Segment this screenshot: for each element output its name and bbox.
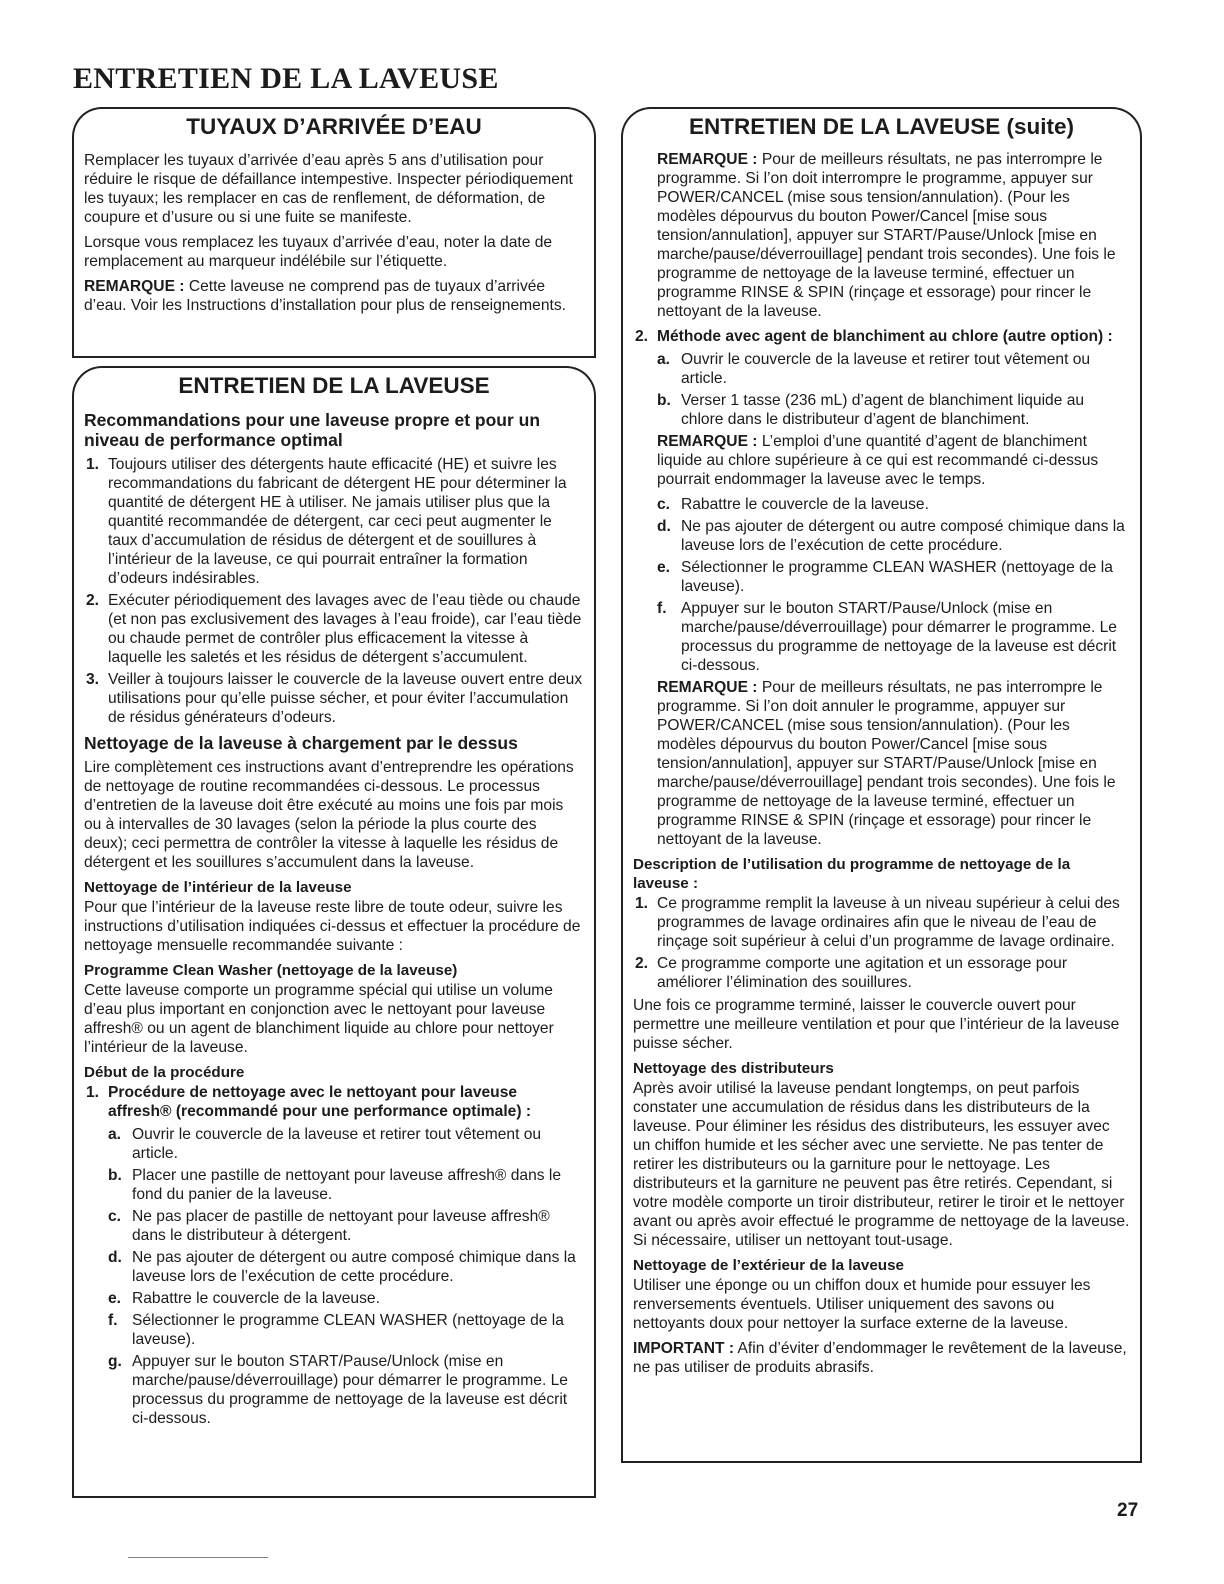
list-item: 2. Exécuter périodiquement des lavages avec de l’eau tiède ou chaude (et non pas exclusivement des lavages à l’eau froide), car l’eau tiède ou chaude permet de contrôler plus efficacement la vitesse à laquelle les saletés et les résidus de détergent s’accumulent. bbox=[86, 592, 582, 666]
list-item: e. Rabattre le couvercle de la laveuse. bbox=[108, 1290, 380, 1307]
note-label: REMARQUE : bbox=[657, 433, 758, 450]
list-item: g. Appuyer sur le bouton START/Pause/Unlock (mise en marche/pause/déverrouillage) pour démarrer le programme. Le processus du programme de nettoyage de la laveuse est décrit ci-dessous. bbox=[108, 1353, 568, 1427]
page-number: 27 bbox=[1117, 1500, 1139, 1521]
note bbox=[633, 432, 1130, 489]
paragraph: Après avoir utilisé la laveuse pendant longtemps, on peut parfois constater une accumulation de résidus dans les distributeurs de la laveuse. Pour éliminer les résidus des distributeurs, les essuyer avec un chiffon humide et les sécher avec une serviette. Ne pas tenter de retirer les distributeurs ou la garniture pour le nettoyage. Les distributeurs et la garniture ne peuvent pas être retirés. Cependant, si votre modèle comporte un tiroir distributeur, retirer le tiroir et le nettoyer avant ou après avoir effectué le programme de nettoyage de la laveuse. Si nécessaire, utiliser un nettoyant tout-usage. bbox=[633, 1080, 1130, 1249]
note-text: Cette laveuse ne comprend pas de tuyaux d’arrivée d’eau. Voir les Instructions d’installation pour plus de renseignements. bbox=[84, 278, 566, 314]
list-item: 2. Méthode avec agent de blanchiment au chlore (autre option) : bbox=[635, 328, 1113, 345]
procedure-substeps bbox=[633, 350, 1130, 429]
note-text: L’emploi d’une quantité d’agent de blanchiment liquide au chlore supérieure à ce qui est recommandé ci-dessus pourrait endommager la laveuse avec le temps. bbox=[657, 433, 1099, 488]
procedure-list bbox=[633, 327, 1130, 346]
section-heading: Recommandations pour une laveuse propre et pour un niveau de performance optimal bbox=[84, 410, 541, 450]
note-text: Pour de meilleurs résultats, ne pas interrompre le programme. Si l’on doit interrompre le programme, appuyer sur POWER/CANCEL (mise sous tension/annulation). (Pour les modèles dépourvus du bouton Power/Cancel [mise sous tension/annulation], appuyer sur START/Pause/Unlock [mise en marche/pause/déverrouillage] pendant trois secondes). Une fois le programme de nettoyage de la laveuse terminé, effectuer un programme RINSE & SPIN (rinçage et essorage) pour rincer le nettoyant de la laveuse. bbox=[657, 151, 1116, 320]
important-note bbox=[633, 1339, 1130, 1377]
list-item: 2. Ce programme comporte une agitation et un essorage pour améliorer l’élimination des souillures. bbox=[635, 955, 1068, 991]
panel-heading: TUYAUX D’ARRIVÉE D’EAU bbox=[72, 107, 596, 145]
important-text: Afin d’éviter d’endommager le revêtement de la laveuse, ne pas utiliser de produits abrasifs. bbox=[633, 1340, 1127, 1376]
paragraph: Lorsque vous remplacez les tuyaux d’arrivée d’eau, noter la date de remplacement au marqueur indélébile sur l’étiquette. bbox=[84, 234, 553, 270]
important-label: IMPORTANT : bbox=[633, 1340, 735, 1357]
panel-heading: ENTRETIEN DE LA LAVEUSE bbox=[72, 366, 596, 404]
note-label: REMARQUE : bbox=[657, 679, 758, 696]
list-item: b. Verser 1 tasse (236 mL) d’agent de blanchiment liquide au chlore dans le distributeur d’agent de blanchiment. bbox=[657, 392, 1085, 428]
note bbox=[84, 277, 584, 315]
subsection-heading: Nettoyage de l’intérieur de la laveuse bbox=[84, 879, 352, 896]
subsection-heading: Programme Clean Washer (nettoyage de la laveuse) bbox=[84, 962, 458, 979]
subsection-heading: Début de la procédure bbox=[84, 1064, 245, 1081]
list-item: a. Ouvrir le couvercle de la laveuse et retirer tout vêtement ou article. bbox=[108, 1126, 542, 1162]
washer-care-panel bbox=[72, 373, 596, 1498]
paragraph: Pour que l’intérieur de la laveuse reste libre de toute odeur, suivre les instructions d’utilisation indiquées ci-dessus et effectuer la procédure de nettoyage mensuelle recommandée suivante : bbox=[84, 899, 581, 954]
washer-care-continued-panel bbox=[621, 114, 1142, 1463]
note-label: REMARQUE : bbox=[657, 151, 758, 168]
note-text: Pour de meilleurs résultats, ne pas interrompre le programme. Si l’on doit annuler le programme, appuyer sur POWER/CANCEL (mise sous tension/annulation). (Pour les modèles dépourvus du bouton Power/Cancel [mise sous tension/annulation], appuyer sur START/Pause/Unlock [mise en marche/pause/déverrouillage] pendant trois secondes). Une fois le programme de nettoyage de la laveuse terminé, effectuer un programme RINSE & SPIN (rinçage et essorage) pour rincer le nettoyant de la laveuse. bbox=[657, 679, 1116, 848]
list-item: 1. Ce programme remplit la laveuse à un niveau supérieur à celui des programmes de lavage ordinaires afin que le niveau de l’eau de rinçage soit supérieur à celui d’un programme de lavage ordinaire. bbox=[635, 895, 1120, 950]
note bbox=[633, 678, 1130, 849]
list-item: 1. Procédure de nettoyage avec le nettoyant pour laveuse affresh® (recommandé pour une performance optimale) : bbox=[86, 1084, 532, 1120]
section-heading: Nettoyage de la laveuse à chargement par le dessus bbox=[84, 733, 518, 753]
page-title: ENTRETIEN DE LA LAVEUSE bbox=[73, 62, 499, 95]
subsection-heading: Description de l’utilisation du programme de nettoyage de la laveuse : bbox=[633, 856, 1071, 892]
paragraph: Remplacer les tuyaux d’arrivée d’eau après 5 ans d’utilisation pour réduire le risque de défaillance intempestive. Inspecter périodiquement les tuyaux; les remplacer en cas de renflement, de déformation, de coupure et d’usure ou si une fuite se manifeste. bbox=[84, 152, 573, 226]
procedure-substeps bbox=[633, 495, 1130, 675]
description-list bbox=[633, 894, 1130, 992]
list-item: b. Placer une pastille de nettoyant pour laveuse affresh® dans le fond du panier de la laveuse. bbox=[108, 1167, 562, 1203]
paragraph: Lire complètement ces instructions avant d’entreprendre les opérations de nettoyage de routine recommandées ci-dessous. Le processus d’entretien de la laveuse doit être exécuté au moins une fois par mois ou à intervalles de 30 lavages (selon la période la plus courte des deux); ceci permettra de contrôler la vitesse à laquelle les résidus de détergent et les souillures s’accumulent dans la laveuse. bbox=[84, 759, 574, 871]
list-item: f. Appuyer sur le bouton START/Pause/Unlock (mise en marche/pause/déverrouillage) pour démarrer le programme. Le processus du programme de nettoyage de la laveuse est décrit ci-dessous. bbox=[657, 600, 1117, 674]
subsection-heading: Nettoyage des distributeurs bbox=[633, 1060, 834, 1077]
footer-rule bbox=[128, 1557, 268, 1558]
paragraph: Cette laveuse comporte un programme spécial qui utilise un volume d’eau plus important en conjonction avec le nettoyant pour laveuse affresh® ou un agent de blanchiment liquide au chlore pour nettoyer l’intérieur de la laveuse. bbox=[84, 982, 554, 1056]
list-item: a. Ouvrir le couvercle de la laveuse et retirer tout vêtement ou article. bbox=[657, 351, 1091, 387]
list-item: d. Ne pas ajouter de détergent ou autre composé chimique dans la laveuse lors de l’exécution de cette procédure. bbox=[657, 518, 1125, 554]
list-item: c. Ne pas placer de pastille de nettoyant pour laveuse affresh® dans le distributeur à détergent. bbox=[108, 1208, 550, 1244]
panel-heading: ENTRETIEN DE LA LAVEUSE (suite) bbox=[621, 107, 1142, 145]
paragraph: Une fois ce programme terminé, laisser le couvercle ouvert pour permettre une meilleure ventilation et pour que l’intérieur de la laveuse puisse sécher. bbox=[633, 997, 1120, 1052]
list-item: 1. Toujours utiliser des détergents haute efficacité (HE) et suivre les recommandations du fabricant de détergent HE pour déterminer la quantité de détergent HE à utiliser. Ne jamais utiliser plus que la quantité recommandée de détergent, car ceci peut augmenter le taux d’accumulation de résidus de détergent et de souillures à l’intérieur de la laveuse, ce qui pourrait entraîner la formation d’odeurs indésirables. bbox=[86, 456, 567, 587]
procedure-substeps bbox=[84, 1125, 584, 1428]
note bbox=[633, 150, 1130, 321]
list-item: f. Sélectionner le programme CLEAN WASHER (nettoyage de la laveuse). bbox=[108, 1312, 564, 1348]
list-item: e. Sélectionner le programme CLEAN WASHER (nettoyage de la laveuse). bbox=[657, 559, 1113, 595]
list-item: d. Ne pas ajouter de détergent ou autre composé chimique dans la laveuse lors de l’exécution de cette procédure. bbox=[108, 1249, 576, 1285]
procedure-list bbox=[84, 1083, 584, 1121]
subsection-heading: Nettoyage de l’extérieur de la laveuse bbox=[633, 1257, 904, 1274]
list-item: 3. Veiller à toujours laisser le couvercle de la laveuse ouvert entre deux utilisations pour qu’elle puisse sécher, et pour éviter l’accumulation de résidus générateurs d’odeurs. bbox=[86, 671, 583, 726]
water-hoses-panel bbox=[72, 114, 596, 358]
note-label: REMARQUE : bbox=[84, 278, 185, 295]
paragraph: Utiliser une éponge ou un chiffon doux et humide pour essuyer les renversements éventuels. Utiliser uniquement des savons ou nettoyants doux pour nettoyer la surface externe de la laveuse. bbox=[633, 1277, 1091, 1332]
list-item: c. Rabattre le couvercle de la laveuse. bbox=[657, 496, 929, 513]
recommendations-list bbox=[84, 455, 584, 727]
